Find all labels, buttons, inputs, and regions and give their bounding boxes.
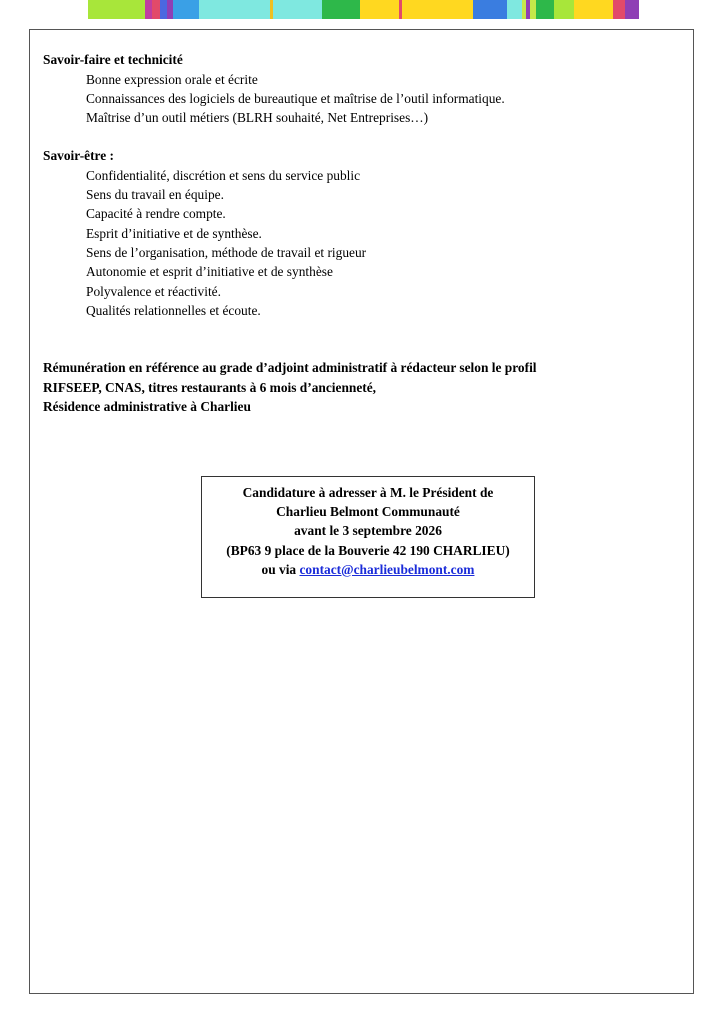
stripe-segment bbox=[574, 0, 614, 19]
application-line: Candidature à adresser à M. le Président de bbox=[242, 485, 494, 500]
benefits-line: RIFSEEP, CNAS, titres restaurants à 6 mois d’ancienneté, bbox=[43, 379, 377, 395]
stripe-segment bbox=[152, 0, 160, 19]
stripe-segment bbox=[554, 0, 574, 19]
list-item: Polyvalence et réactivité. bbox=[86, 283, 221, 299]
remuneration-line: Rémunération en référence au grade d’adjoint administratif à rédacteur selon le profil bbox=[43, 360, 537, 376]
stripe-segment bbox=[173, 0, 199, 19]
stripe-segment bbox=[160, 0, 167, 19]
list-item: Confidentialité, discrétion et sens du service public bbox=[86, 167, 361, 183]
stripe-segment bbox=[625, 0, 639, 19]
stripe-segment bbox=[507, 0, 523, 19]
stripe-segment bbox=[473, 0, 507, 19]
email-line bbox=[202, 560, 534, 579]
list-item: Sens du travail en équipe. bbox=[86, 187, 224, 203]
document-body bbox=[43, 50, 663, 417]
list-item: Bonne expression orale et écrite bbox=[86, 71, 258, 87]
savoir-etre-heading: Savoir-être : bbox=[43, 148, 115, 164]
stripe-segment bbox=[88, 0, 145, 19]
list-item: Connaissances des logiciels de bureautique et maîtrise de l’outil informatique. bbox=[86, 90, 505, 106]
list-item: Capacité à rendre compte. bbox=[86, 206, 226, 222]
decorative-color-stripe bbox=[88, 0, 639, 19]
stripe-segment bbox=[536, 0, 554, 19]
list-item: Maîtrise d’un outil métiers (BLRH souhaité, Net Entreprises…) bbox=[86, 110, 429, 126]
email-link[interactable]: contact@charlieubelmont.com bbox=[299, 561, 475, 577]
email-prefix: ou via bbox=[261, 561, 300, 577]
savoir-faire-list bbox=[43, 70, 663, 128]
list-item: Sens de l’organisation, méthode de travail et rigueur bbox=[86, 245, 367, 261]
deadline-line: avant le 3 septembre 2026 bbox=[294, 523, 442, 539]
list-item: Qualités relationnelles et écoute. bbox=[86, 302, 261, 318]
list-item: Autonomie et esprit d’initiative et de synthèse bbox=[86, 264, 333, 280]
stripe-segment bbox=[273, 0, 322, 19]
stripe-segment bbox=[360, 0, 400, 19]
application-line: Charlieu Belmont Communauté bbox=[276, 504, 460, 520]
remuneration-section bbox=[43, 358, 663, 417]
stripe-segment bbox=[402, 0, 473, 19]
savoir-faire-heading: Savoir-faire et technicité bbox=[43, 52, 183, 67]
list-item: Esprit d’initiative et de synthèse. bbox=[86, 225, 262, 241]
stripe-segment bbox=[613, 0, 625, 19]
savoir-etre-list bbox=[43, 166, 663, 320]
address-line: (BP63 9 place de la Bouverie 42 190 CHARLIEU) bbox=[226, 542, 510, 558]
stripe-segment bbox=[322, 0, 360, 19]
stripe-segment bbox=[145, 0, 152, 19]
application-box bbox=[201, 476, 535, 598]
stripe-segment bbox=[199, 0, 270, 19]
residence-line: Résidence administrative à Charlieu bbox=[43, 399, 251, 415]
